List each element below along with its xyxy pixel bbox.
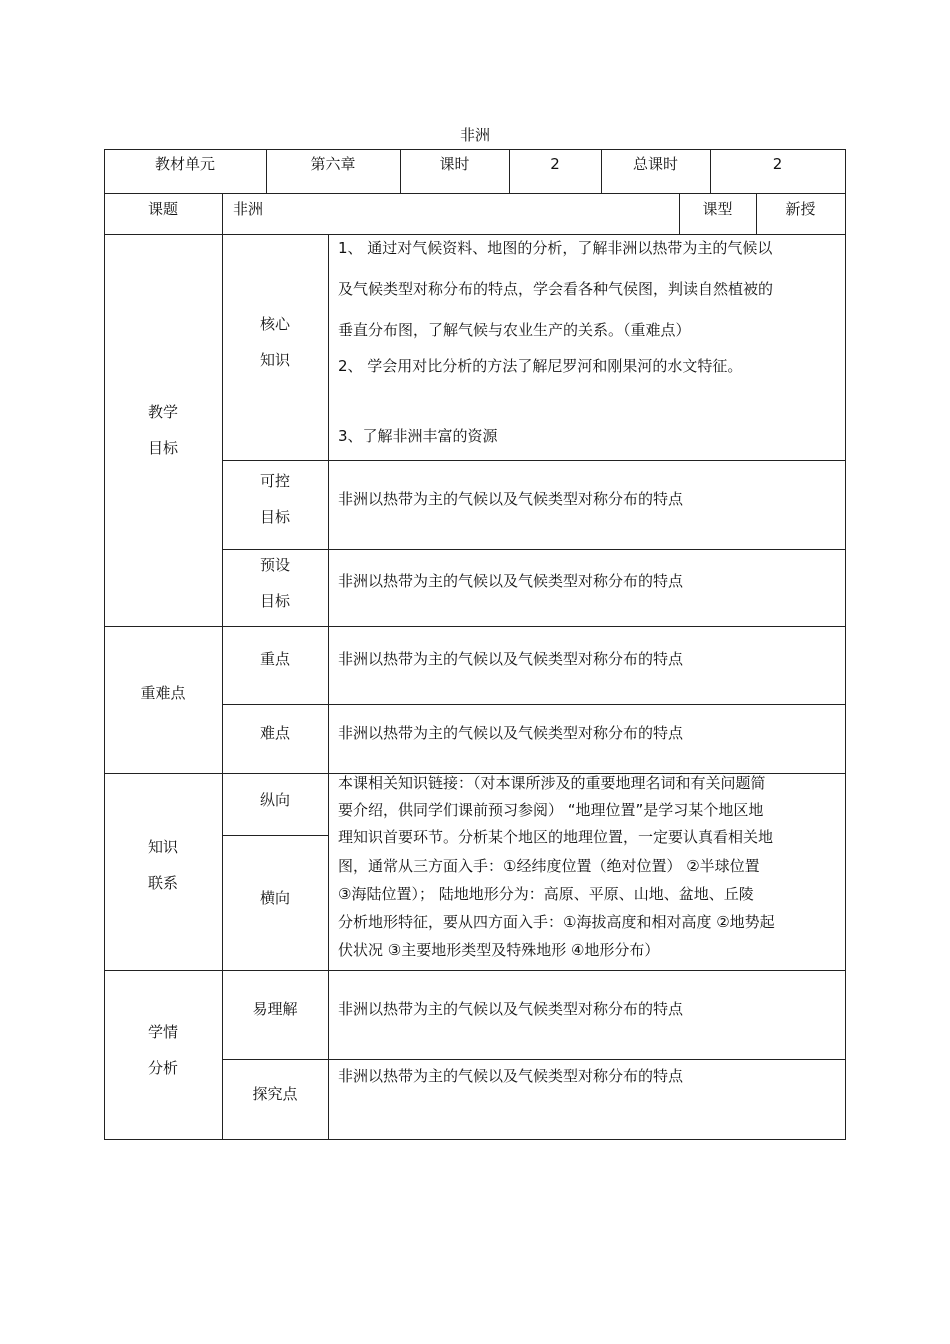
teaching-goals-label-line1: 教学 [147, 403, 178, 421]
learning-analysis-label-line2: 分析 [147, 1059, 178, 1077]
key-point-text: 非洲以热带为主的气候以及气候类型对称分布的特点 [338, 650, 684, 668]
knowledge-link-line-6: 分析地形特征，要从四方面入手：①海拔高度和相对高度 ②地势起 [338, 913, 775, 931]
core-knowledge-label-line2: 知识 [259, 351, 290, 369]
preset-goal-label [222, 545, 328, 621]
table-border-right [845, 149, 846, 1140]
hours-value: 2 [550, 155, 560, 173]
knowledge-links-label-line2: 联系 [147, 874, 178, 892]
preset-goal-text: 非洲以热带为主的气候以及气候类型对称分布的特点 [338, 572, 684, 590]
knowledge-link-line-4: 图，通常从三方面入手：①经纬度位置（绝对位置） ②半球位置 [338, 857, 760, 875]
difficult-point-label: 难点 [259, 724, 290, 742]
table-border-top [104, 149, 846, 150]
core-knowledge-item2: 2、 学会用对比分析的方法了解尼罗河和刚果河的水文特征。 [338, 357, 743, 375]
key-points-label: 重难点 [140, 684, 186, 702]
easy-understand-label: 易理解 [252, 1000, 298, 1018]
knowledge-link-line-2: 要介绍，供同学们课前预习参阅） “地理位置”是学习某个地区地 [338, 801, 764, 819]
preset-goal-label-line2: 目标 [259, 592, 290, 610]
easy-understand-text: 非洲以热带为主的气候以及气候类型对称分布的特点 [338, 1000, 684, 1018]
unit-label: 教材单元 [154, 155, 215, 173]
row-divider-knowledge [104, 970, 846, 971]
core-knowledge-label [222, 306, 328, 378]
controllable-goal-label-line1: 可控 [259, 472, 290, 490]
document-title: 非洲 [459, 126, 490, 144]
knowledge-links-label [104, 829, 222, 901]
knowledge-links-label-line1: 知识 [147, 838, 178, 856]
row-divider-goals [104, 626, 846, 627]
total-hours-label: 总课时 [632, 155, 678, 173]
explore-point-text: 非洲以热带为主的气候以及气候类型对称分布的特点 [338, 1067, 684, 1085]
core-knowledge-item1-line3: 垂直分布图，了解气候与农业生产的关系。（重难点） [338, 321, 691, 339]
lesson-type-label: 课型 [702, 200, 733, 218]
topic-value: 非洲 [233, 200, 264, 218]
col-divider-body-2 [328, 234, 329, 1140]
topic-label: 课题 [147, 200, 178, 218]
row-divider-header [104, 193, 846, 194]
explore-point-label: 探究点 [252, 1085, 298, 1103]
knowledge-link-line-1: 本课相关知识链接：（对本课所涉及的重要地理名词和有关问题简 [338, 774, 766, 792]
col-divider-topic-1 [222, 193, 223, 235]
vertical-link-label: 纵向 [259, 791, 290, 809]
preset-goal-label-line1: 预设 [259, 556, 290, 574]
lesson-type-value: 新授 [785, 200, 816, 218]
unit-value: 第六章 [310, 155, 356, 173]
knowledge-link-line-7: 伏状况 ③主要地形类型及特殊地形 ④地形分布） [338, 941, 660, 959]
core-knowledge-item3: 3、了解非洲丰富的资源 [338, 427, 498, 445]
table-border-bottom [104, 1139, 846, 1140]
key-point-label: 重点 [259, 650, 290, 668]
row-divider-easy [222, 1059, 846, 1060]
total-hours-value: 2 [772, 155, 783, 173]
row-divider-core [222, 460, 846, 461]
core-knowledge-label-line1: 核心 [259, 315, 290, 333]
horizontal-link-label: 横向 [259, 889, 290, 907]
learning-analysis-label-line1: 学情 [147, 1023, 178, 1041]
core-knowledge-item1-line1: 1、 通过对气候资料、地图的分析，了解非洲以热带为主的气候以 [338, 239, 773, 257]
learning-analysis-label [104, 1014, 222, 1086]
controllable-goal-label [222, 463, 328, 535]
knowledge-link-line-3: 理知识首要环节。分析某个地区的地理位置，一定要认真看相关地 [338, 828, 774, 846]
difficult-point-text: 非洲以热带为主的气候以及气候类型对称分布的特点 [338, 724, 684, 742]
hours-label: 课时 [439, 155, 470, 173]
knowledge-link-line-5: ③海陆位置）； 陆地地形分为：高原、平原、山地、盆地、丘陵 [338, 885, 754, 903]
core-knowledge-item1-line2: 及气候类型对称分布的特点，学会看各种气侯图，判读自然植被的 [338, 280, 774, 298]
controllable-goal-label-line2: 目标 [259, 508, 290, 526]
controllable-goal-text: 非洲以热带为主的气候以及气候类型对称分布的特点 [338, 490, 684, 508]
teaching-goals-label [104, 234, 222, 626]
row-divider-key [222, 704, 846, 705]
teaching-goals-label-line2: 目标 [147, 439, 178, 457]
row-divider-vertical [222, 835, 328, 836]
